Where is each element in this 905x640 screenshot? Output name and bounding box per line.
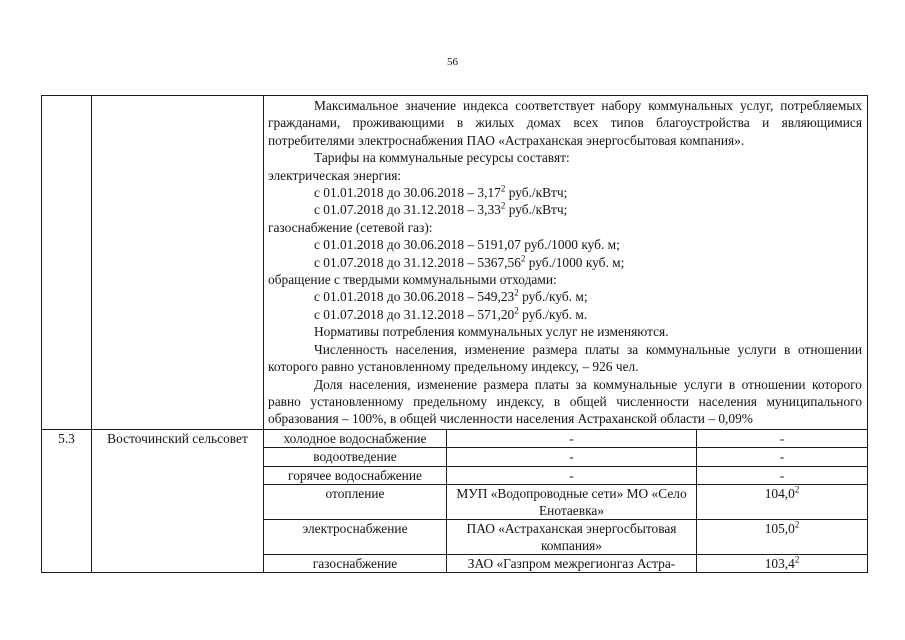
electricity-tariff-2: с 01.07.2018 до 31.12.2018 – 3,33$^2$ руб./кВтч;: [314, 200, 568, 218]
description-cell: [264, 96, 868, 430]
org-cell: -: [447, 466, 697, 484]
electricity-tariff-1: с 01.01.2018 до 30.06.2018 – 3,17$^2$ руб./кВтч;: [314, 183, 568, 201]
max-index-paragraph: Максимальное значение индекса соответствует набору коммунальных услуг, потребляемых гражданами, проживающими в жилых домах всех типов благоустройства и являющимися потребителями электроснабжения ПАО «Астраханская энергосбытовая компания».: [268, 98, 863, 148]
text-row: [42, 96, 868, 430]
empty-name-cell: [92, 96, 264, 430]
index-cell: 103,4$^2$: [697, 554, 868, 572]
population-paragraph: Численность населения, изменение размера платы за коммунальные услуги в отношении которого равно установленному предельному индексу, – 926 чел.: [268, 341, 863, 375]
waste-tariff-2: с 01.07.2018 до 31.12.2018 – 571,20$^2$ руб./куб. м.: [314, 305, 588, 322]
index-cell: 104,0$^2$: [697, 484, 868, 519]
org-cell: -: [447, 448, 697, 466]
service-cell: отопление: [264, 484, 447, 519]
norms-paragraph: Нормативы потребления коммунальных услуг не изменяются.: [314, 324, 669, 340]
tariff-table: [41, 95, 868, 573]
index-cell: -: [697, 429, 868, 447]
share-paragraph: Доля населения, изменение размера платы за коммунальные услуги в отношении которого равно установленному предельному индексу, в общей численности населения муниципального образования – 100%, в общей численности населения Астраханской области – 0,09%: [268, 376, 863, 427]
org-cell: ПАО «Астраханская энергосбытовая компания»: [447, 519, 697, 554]
section-number: 5.3: [42, 429, 92, 573]
org-cell: МУП «Водопроводные сети» МО «Село Енотаевка»: [447, 484, 697, 519]
page-number: 56: [447, 56, 458, 68]
index-cell: -: [697, 466, 868, 484]
electricity-label: электрическая энергия:: [268, 167, 402, 183]
service-cell: холодное водоснабжение: [264, 429, 447, 447]
org-cell: ЗАО «Газпром межрегионгаз Астра-: [447, 554, 697, 572]
section-name: Восточинский сельсовет: [92, 429, 264, 573]
index-cell: 105,0$^2$: [697, 519, 868, 554]
service-cell: горячее водоснабжение: [264, 466, 447, 484]
waste-tariff-1: с 01.01.2018 до 30.06.2018 – 549,23$^2$ руб./куб. м;: [314, 288, 588, 305]
gas-label: газоснабжение (сетевой газ):: [268, 219, 433, 235]
service-cell: электроснабжение: [264, 519, 447, 554]
gas-tariff-1: с 01.01.2018 до 30.06.2018 – 5191,07 руб./1000 куб. м;: [314, 237, 620, 253]
empty-number-cell: [42, 96, 92, 430]
org-cell: -: [447, 429, 697, 447]
gas-tariff-2: с 01.07.2018 до 31.12.2018 – 5367,56$^2$ руб./1000 куб. м;: [314, 253, 625, 270]
waste-label: обращение с твердыми коммунальными отходами:: [268, 272, 557, 288]
index-cell: -: [697, 448, 868, 466]
service-cell: газоснабжение: [264, 554, 447, 572]
service-cell: водоотведение: [264, 448, 447, 466]
table-row: [42, 429, 868, 447]
tariffs-intro: Тарифы на коммунальные ресурсы составят:: [314, 150, 570, 166]
